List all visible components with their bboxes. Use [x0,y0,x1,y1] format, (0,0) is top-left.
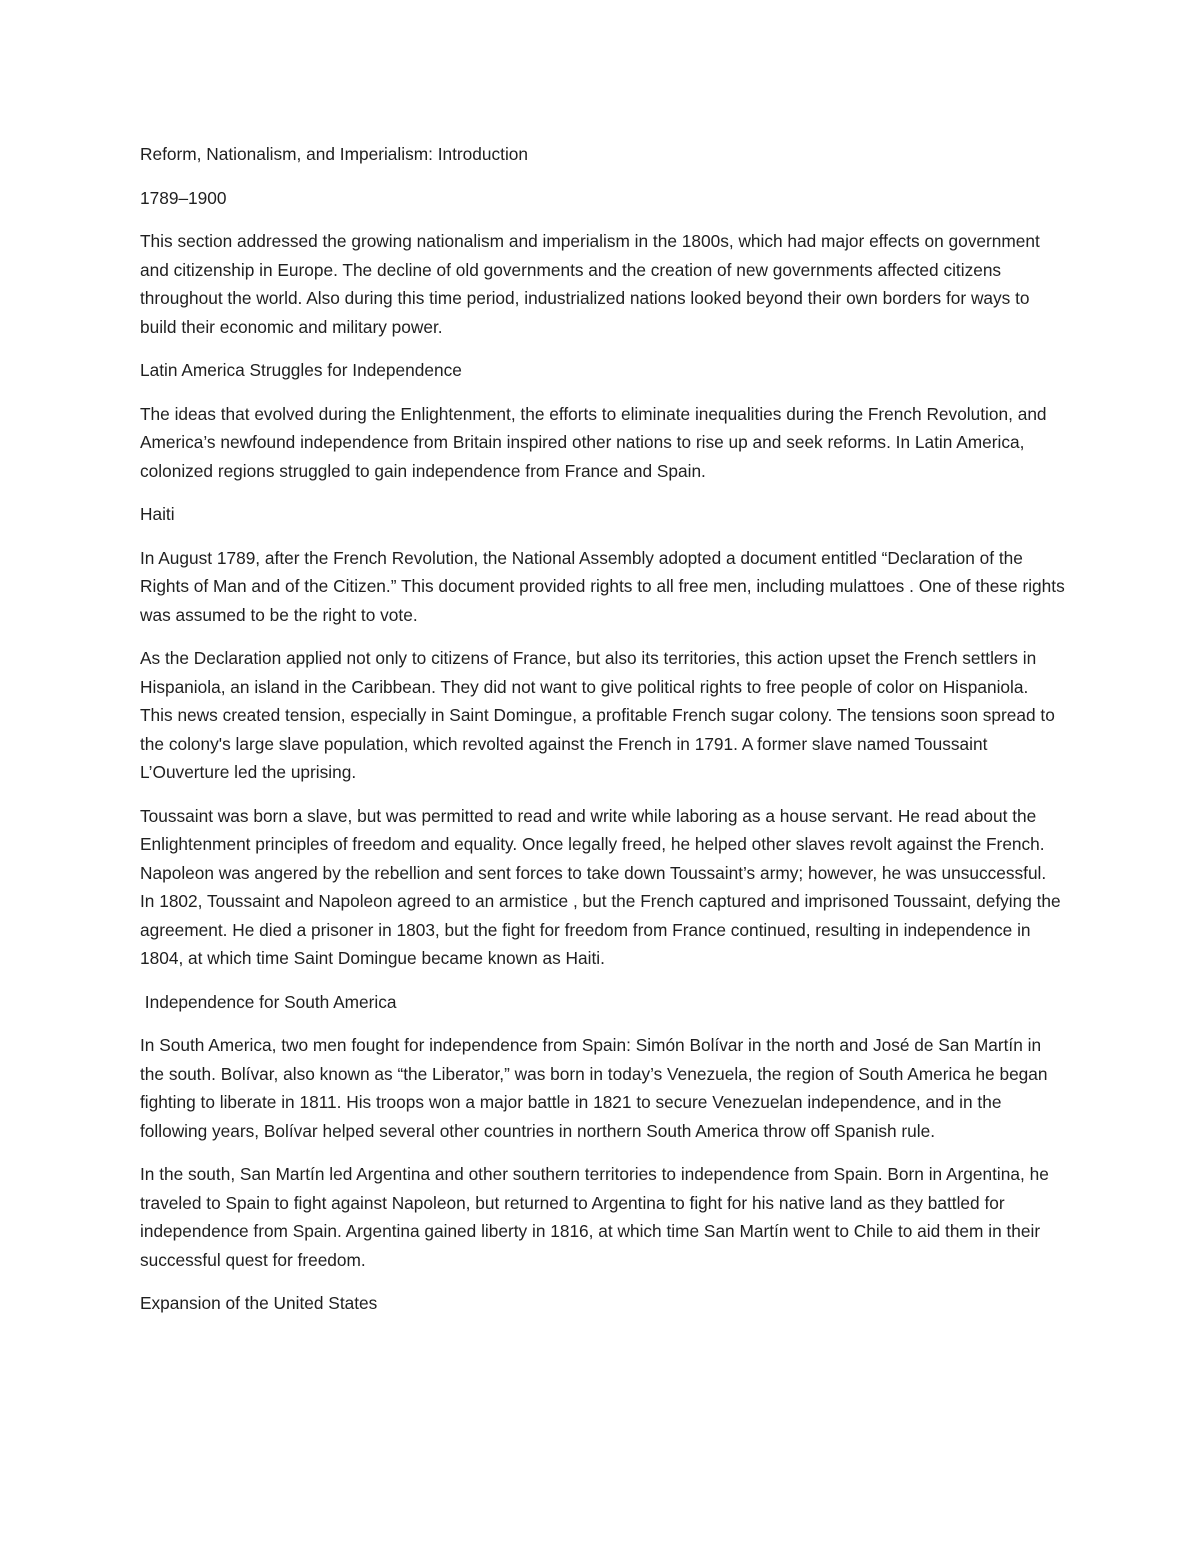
paragraph: In the south, San Martín led Argentina and other southern territories to independence from Spain. Born in Argentina, he traveled to Spain to fight against Napoleon, but returned to Argentina to fight for his native land as they battled for independence from Spain. Argentina gained liberty in 1816, at which time San Martín went to Chile to aid them in their successful quest for freedom. [140,1164,1049,1270]
paragraph: The ideas that evolved during the Enlightenment, the efforts to eliminate inequalities during the French Revolution, and America’s newfound independence from Britain inspired other nations to rise up and seek reforms. In Latin America, colonized regions struggled to gain independence from France and Spain. [140,403,1047,481]
intro-paragraph: This section addressed the growing nationalism and imperialism in the 1800s, which had major effects on government and citizenship in Europe. The decline of old governments and the creation of new governments affected citizens throughout the world. Also during this time period, industrialized nations looked beyond their own borders for ways to build their economic and military power. [140,231,1040,337]
paragraph: In August 1789, after the French Revolution, the National Assembly adopted a document entitled “Declaration of the Rights of Man and of the Citizen.” This document provided rights to all free men, including mulattoes . One of these rights was assumed to be the right to vote. [140,547,1065,625]
date-range: 1789–1900 [140,187,227,208]
section-heading-latin-america: Latin America Struggles for Independence [140,360,462,380]
paragraph: Toussaint was born a slave, but was permitted to read and write while laboring as a house servant. He read about the Enlightenment principles of freedom and equality. Once legally freed, he helped other slaves revolt against the French. Napoleon was angered by the rebellion and sent forces to take down Toussaint’s army; however, he was unsuccessful. In 1802, Toussaint and Napoleon agreed to an armistice , but the French captured and imprisoned Toussaint, defying the agreement. He died a prisoner in 1803, but the fight for freedom from France continued, resulting in independence in 1804, at which time Saint Domingue became known as Haiti. [140,805,1061,968]
paragraph: As the Declaration applied not only to citizens of France, but also its territories, this action upset the French settlers in Hispaniola, an island in the Caribbean. They did not want to give political rights to free people of color on Hispaniola. This news created tension, especially in Saint Domingue, a profitable French sugar colony. The tensions soon spread to the colony's large slave population, which revolted against the French in 1791. A former slave named Toussaint L’Ouverture led the uprising. [140,648,1055,782]
document-title: Reform, Nationalism, and Imperialism: Introduction [140,144,529,164]
section-heading-haiti: Haiti [140,504,175,524]
section-heading-united-states: Expansion of the United States [140,1293,378,1313]
paragraph: In South America, two men fought for independence from Spain: Simón Bolívar in the north and José de San Martín in the south. Bolívar, also known as “the Liberator,” was born in today’s Venezuela, the region of South America he began fighting to liberate in 1811. His troops won a major battle in 1821 to secure Venezuelan independence, and in the following years, Bolívar helped several other countries in northern South America throw off Spanish rule. [140,1035,1048,1141]
document-body [140,140,1065,1333]
section-heading-south-america: Independence for South America [140,991,397,1012]
